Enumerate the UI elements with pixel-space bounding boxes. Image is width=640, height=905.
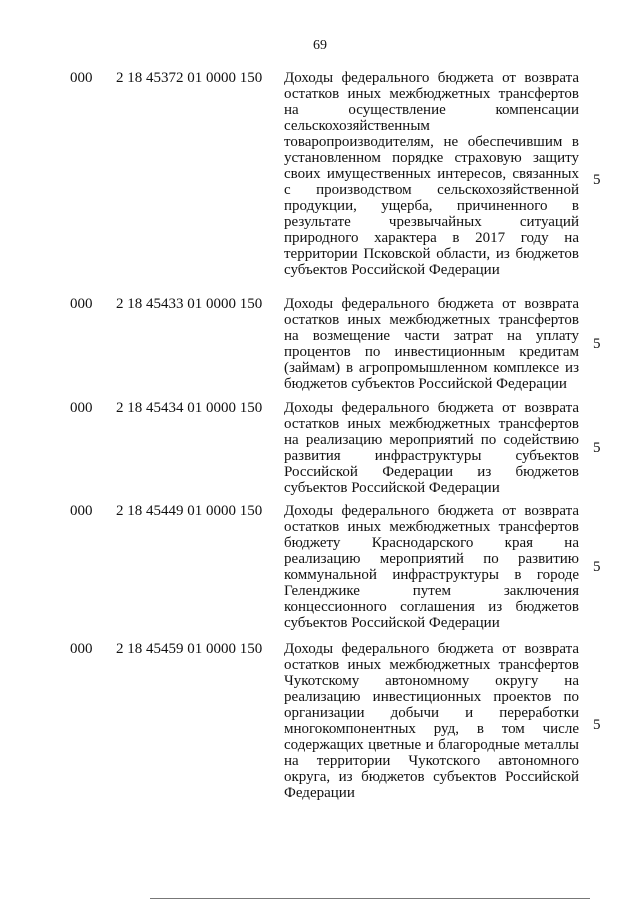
description-line: установленном порядке страховую защиту: [284, 150, 579, 166]
description-line: концессионного соглашения из бюджетов: [284, 599, 579, 615]
description-line: бюджету Краснодарского края на: [284, 535, 579, 551]
description-line: результате чрезвычайных ситуаций: [284, 214, 579, 230]
budget-classification-code: 2 18 45449 01 0000 150: [116, 503, 263, 519]
description-line: остатков иных межбюджетных трансфертов: [284, 312, 579, 328]
budget-classification-code: 2 18 45372 01 0000 150: [116, 70, 263, 86]
administrator-code: 000: [70, 503, 93, 519]
administrator-code: 000: [70, 400, 93, 416]
description-line: Федерации: [284, 785, 355, 801]
page-number: 69: [313, 38, 327, 53]
administrator-code: 000: [70, 641, 93, 657]
description-line: бюджетов субъектов Российской Федерации: [284, 376, 567, 392]
distribution-norm: 5: [593, 440, 601, 456]
description-line: территории Псковской области, из бюджетов: [284, 246, 579, 262]
description-line: на реализацию мероприятий по содействию: [284, 432, 579, 448]
description-line: Чукотскому автономному округу на: [284, 673, 579, 689]
administrator-code: 000: [70, 296, 93, 312]
description-line: товаропроизводителям, не обеспечившим в: [284, 134, 579, 150]
description-line: субъектов Российской Федерации: [284, 262, 500, 278]
description-line: содержащих цветные и благородные металлы: [284, 737, 579, 753]
page-bottom-rule: [150, 898, 590, 899]
description-line: (займам) в агропромышленном комплексе из: [284, 360, 579, 376]
revenue-description: [284, 503, 579, 631]
description-line: округа, из бюджетов субъектов Российской: [284, 769, 579, 785]
description-line: Геленджике путем заключения: [284, 583, 579, 599]
budget-classification-code: 2 18 45433 01 0000 150: [116, 296, 263, 312]
description-line: остатков иных межбюджетных трансфертов: [284, 416, 579, 432]
description-line: на территории Чукотского автономного: [284, 753, 579, 769]
description-line: Доходы федерального бюджета от возврата: [284, 503, 579, 519]
description-line: остатков иных межбюджетных трансфертов: [284, 657, 579, 673]
description-line: Российской Федерации из бюджетов: [284, 464, 579, 480]
description-line: реализацию мероприятий по развитию: [284, 551, 579, 567]
description-line: сельскохозяйственным: [284, 118, 430, 134]
description-line: на осуществление компенсации: [284, 102, 579, 118]
budget-classification-code: 2 18 45434 01 0000 150: [116, 400, 263, 416]
description-line: природного характера в 2017 году на: [284, 230, 579, 246]
distribution-norm: 5: [593, 717, 601, 733]
description-line: остатков иных межбюджетных трансфертов: [284, 86, 579, 102]
revenue-description: [284, 400, 579, 496]
description-line: на возмещение части затрат на уплату: [284, 328, 579, 344]
description-line: продукции, ущерба, причиненного в: [284, 198, 579, 214]
description-line: своих имущественных интересов, связанных: [284, 166, 579, 182]
description-line: Доходы федерального бюджета от возврата: [284, 641, 579, 657]
description-line: Доходы федерального бюджета от возврата: [284, 400, 579, 416]
budget-classification-code: 2 18 45459 01 0000 150: [116, 641, 263, 657]
revenue-description: [284, 296, 579, 392]
description-line: развития инфраструктуры субъектов: [284, 448, 579, 464]
description-line: Доходы федерального бюджета от возврата: [284, 296, 579, 312]
description-line: коммунальной инфраструктуры в городе: [284, 567, 579, 583]
description-line: субъектов Российской Федерации: [284, 615, 500, 631]
description-line: субъектов Российской Федерации: [284, 480, 500, 496]
description-line: остатков иных межбюджетных трансфертов: [284, 519, 579, 535]
description-line: организации добычи и переработки: [284, 705, 579, 721]
distribution-norm: 5: [593, 336, 601, 352]
distribution-norm: 5: [593, 559, 601, 575]
description-line: процентов по инвестиционным кредитам: [284, 344, 579, 360]
description-line: реализацию инвестиционных проектов по: [284, 689, 579, 705]
description-line: с производством сельскохозяйственной: [284, 182, 579, 198]
description-line: многокомпонентных руд, в том числе: [284, 721, 579, 737]
revenue-description: [284, 70, 579, 278]
administrator-code: 000: [70, 70, 93, 86]
description-line: Доходы федерального бюджета от возврата: [284, 70, 579, 86]
revenue-description: [284, 641, 579, 801]
distribution-norm: 5: [593, 172, 601, 188]
